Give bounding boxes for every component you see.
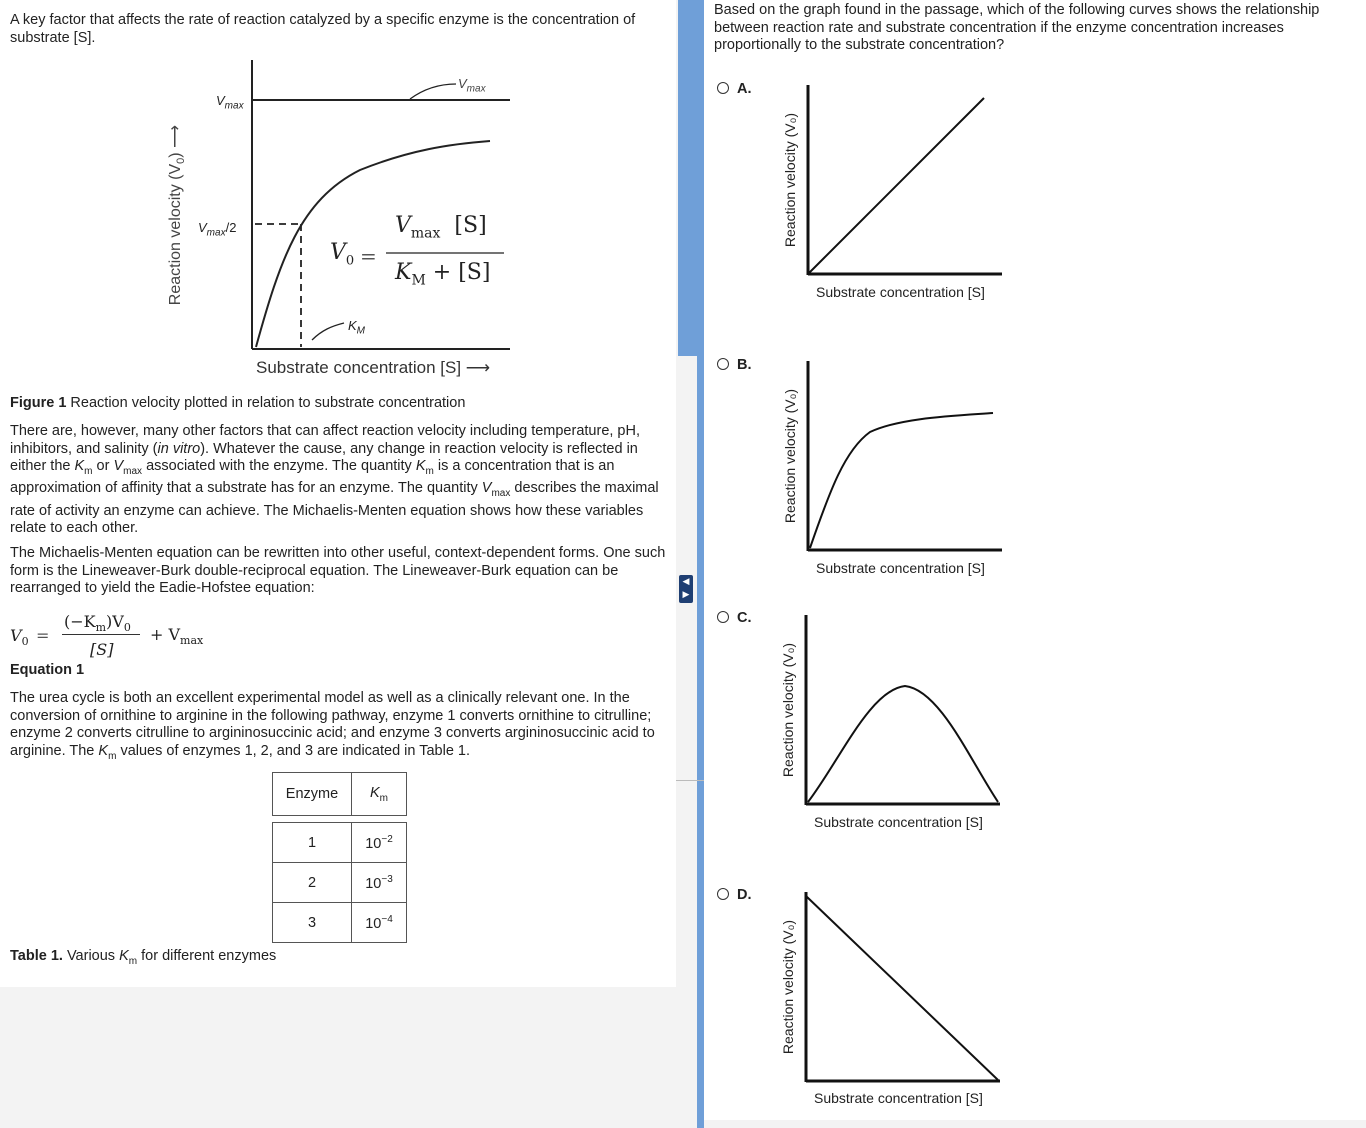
- divider: [676, 780, 704, 781]
- table-row: [273, 903, 407, 943]
- passage-paragraph-2: There are, however, many other factors that can affect reaction velocity including temperature, pH, inhibitors, and salinity (in vitro). Whatever the cause, any change in reaction velocity is reflected in either the $K_m$ or $V_{max}$ associated with the enzyme. The quantity $K_m$ is a concentration that is an approximation of affinity that a substrate has for an enzyme. The quantity $V_{max}$ describes the maximal rate of activity an enzyme can achieve. The Michaelis-Menten equation shows how these variables relate to each other.: [10, 423, 659, 537]
- passage-paragraph-4: The urea cycle is both an excellent experimental model as well as a clinically relevant one. In the conversion of ornithine to arginine in the following pathway, enzyme 1 converts ornithine to citrulline; enzyme 2 converts citrulline to argininosuccinic acid; and enzyme 3 converts argininosuccinic acid to arginine. The $K_m$ values of enzymes 1, 2, and 3 are indicated in Table 1.: [10, 690, 655, 762]
- table-header-km: $K_m$: [352, 773, 407, 816]
- table-cell-km: $10^{-4}$: [352, 903, 407, 943]
- option-c[interactable]: C.: [717, 610, 752, 626]
- option-c-y-label: Reaction velocity (V₀): [780, 642, 796, 778]
- option-b-graph[interactable]: [805, 358, 1005, 554]
- table-cell-enzyme: 2: [273, 863, 352, 903]
- km-label: $K_M$: [348, 318, 366, 337]
- equation-1-denominator: [S]: [90, 640, 114, 659]
- table-header-enzyme: Enzyme: [273, 773, 352, 816]
- option-d-x-label: Substrate concentration [S]: [814, 1090, 983, 1106]
- table-row: [273, 823, 407, 863]
- radio-a[interactable]: [717, 82, 729, 94]
- option-a[interactable]: A.: [717, 81, 752, 97]
- table-cell-km: $10^{-3}$: [352, 863, 407, 903]
- table-1: [272, 772, 407, 943]
- vmax-axis-label: $V_{max}$: [216, 93, 244, 112]
- radio-d[interactable]: [717, 888, 729, 900]
- option-b[interactable]: B.: [717, 357, 752, 373]
- radio-b[interactable]: [717, 358, 729, 370]
- equation-1-fraction-bar: [62, 634, 140, 635]
- equation-1-plus: + $V_{max}$: [150, 625, 204, 648]
- option-a-y-label: Reaction velocity (V₀): [782, 112, 798, 248]
- splitter-handle-icon[interactable]: ◀ ▶: [679, 575, 693, 603]
- equation-1-label: Equation 1: [10, 662, 85, 678]
- option-d-y-label: Reaction velocity (V₀): [780, 919, 796, 1055]
- equation-1-lhs: $V_0$: [10, 626, 29, 649]
- eq-v0: $V_0$: [330, 240, 355, 269]
- pane-splitter[interactable]: [697, 0, 704, 1128]
- table-1-caption: Table 1. Various $K_m$ for different enzymes: [10, 948, 277, 967]
- figure-1-caption: Figure 1 Reaction velocity plotted in relation to substrate concentration: [10, 395, 466, 411]
- passage-intro: A key factor that affects the rate of reaction catalyzed by a specific enzyme is the concentration of substrate [S].: [10, 12, 636, 46]
- option-c-x-label: Substrate concentration [S]: [814, 814, 983, 830]
- eq-denominator: $K_M + [S]$: [395, 260, 491, 289]
- passage-paragraph-3: The Michaelis-Menten equation can be rewritten into other useful, context-dependent forms. One such form is the Lineweaver-Burk double-reciprocal equation. The Lineweaver-Burk equation can be rearranged to yield the Eadie-Hofstee equation:: [10, 545, 666, 596]
- option-a-x-label: Substrate concentration [S]: [816, 284, 985, 300]
- equation-1-equals: =: [36, 626, 50, 645]
- eq-equals: =: [360, 244, 377, 268]
- option-d[interactable]: D.: [717, 887, 752, 903]
- option-b-y-label: Reaction velocity (V₀): [782, 388, 798, 524]
- option-a-graph[interactable]: [805, 82, 1005, 278]
- table-header-row: [273, 773, 407, 816]
- figure-1-y-axis-label: Reaction velocity $(V_0)$ ⟶: [166, 124, 188, 306]
- vmax-line-label: $V_{max}$: [458, 76, 486, 95]
- scrollbar-thumb[interactable]: [678, 0, 697, 356]
- radio-c[interactable]: [717, 611, 729, 623]
- figure-1-x-axis-label: Substrate concentration [S] ⟶: [256, 358, 491, 377]
- eq-numerator: $V_{max}$ [S]: [395, 213, 487, 242]
- option-c-graph[interactable]: [802, 612, 1002, 808]
- table-cell-enzyme: 3: [273, 903, 352, 943]
- table-cell-enzyme: 1: [273, 823, 352, 863]
- table-row: [273, 863, 407, 903]
- option-d-graph[interactable]: [802, 889, 1002, 1085]
- equation-1-numerator: $(-K_m)V_0$: [64, 612, 131, 635]
- option-b-x-label: Substrate concentration [S]: [816, 560, 985, 576]
- question-text: Based on the graph found in the passage, which of the following curves shows the relationship between reaction rate and substrate concentration if the enzyme concentration increases proportionally to the substrate concentration?: [714, 2, 1320, 53]
- half-vmax-label: $V_{max}/2$: [198, 220, 237, 239]
- table-cell-km: $10^{-2}$: [352, 823, 407, 863]
